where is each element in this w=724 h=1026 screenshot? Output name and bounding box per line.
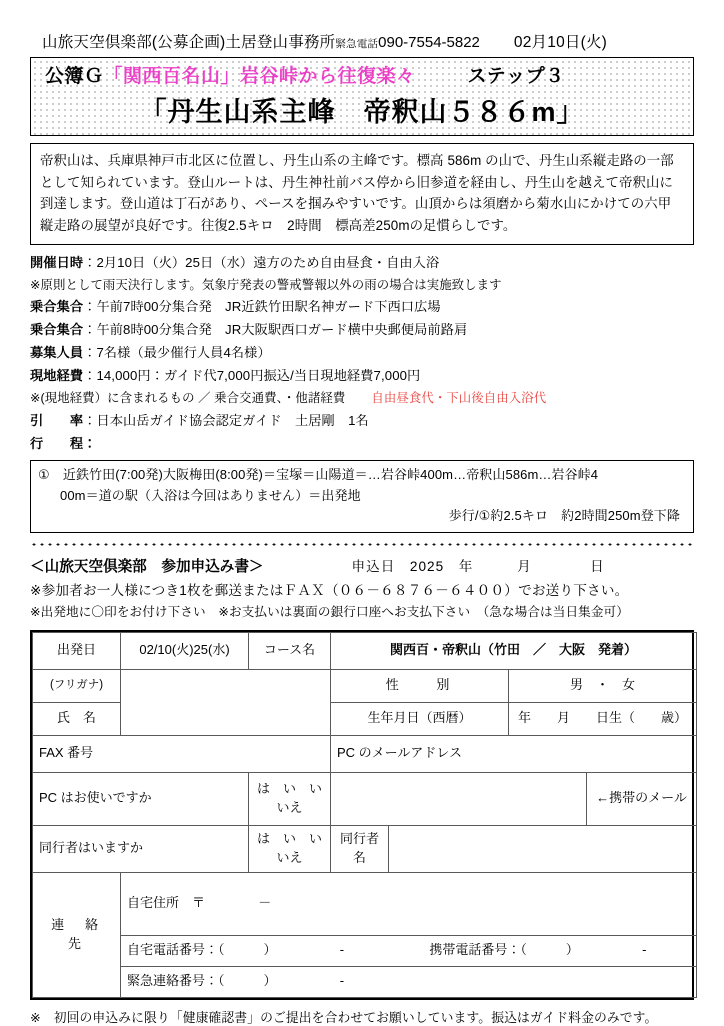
fee-exclusion-note: 自由昼食代・下山後自由入浴代 <box>371 391 547 406</box>
application-date-field: 申込日 2025 年 月 日 <box>351 559 605 575</box>
organization-name: 山旅天空倶楽部(公募企画)土居登山事務所 <box>42 34 336 51</box>
table-row <box>33 825 697 872</box>
table-row <box>33 632 697 669</box>
contact-label: 連 絡 先 <box>33 872 121 997</box>
tour-info-list <box>30 252 694 456</box>
fee-value: ：14,000円：ガイド代7,000円振込/当日現地経費7,000円 <box>83 368 421 384</box>
dotted-cut-line <box>30 542 694 547</box>
application-note-2: ※出発地に〇印をお付け下さい ※お支払いは裏面の銀行口座へお支払下さい （急な場合は当日集金可） <box>30 605 629 620</box>
info-row-route <box>30 433 694 456</box>
info-row-meeting-1 <box>30 296 694 319</box>
application-header <box>30 555 694 624</box>
rain-policy-note: ※原則として雨天決行します。気象庁発表の警戒警報以外の雨の場合は実施致します <box>30 277 502 292</box>
companion-yesno[interactable]: は い いいえ <box>249 825 331 872</box>
title-suffix: 岩谷峠から往復楽々 <box>240 66 416 87</box>
fee-label: 現地経費 <box>30 368 84 384</box>
event-date-label: 開催日時 <box>30 254 84 270</box>
itinerary-box <box>30 460 694 533</box>
footer-note: ※ 初回の申込みに限り「健康確認書」のご提出を合わせてお願いしています。振込はガイド料金のみです。 <box>30 1009 658 1025</box>
home-address-field[interactable] <box>121 872 697 935</box>
gender-value[interactable]: 男 ・ 女 <box>509 669 697 702</box>
application-form-title: ＜山旅天空倶楽部 参加申込み書＞ <box>30 559 264 576</box>
info-row-rain-note <box>30 275 694 297</box>
capacity-value: ：7名様（最少催行人員4名様） <box>83 345 271 361</box>
title-step: ステップ３ <box>467 66 565 87</box>
meeting-2-value: ：午前8時00分集合発 JR大阪駅西口ガード横中央郵便局前路肩 <box>83 322 468 338</box>
description-box <box>30 143 694 245</box>
meeting-1-label: 乗合集合 <box>30 299 84 315</box>
mobile-tel-dash: - <box>642 942 647 958</box>
route-label: 行 程： <box>30 435 97 451</box>
table-row <box>33 935 697 966</box>
application-title-row <box>30 555 694 580</box>
fee-inclusion-note: ※(現地経費）に含まれるもの ／ 乗合交通費、・他諸経費 <box>30 391 346 406</box>
table-row <box>33 669 697 702</box>
birthdate-value[interactable]: 年 月 日生（ 歳） <box>509 702 697 735</box>
companion-question: 同行者はいますか <box>33 825 249 872</box>
itinerary-walking-summary: 歩行/①約2.5キロ 約2時間250m登下降 <box>448 508 680 524</box>
table-row <box>33 735 697 772</box>
fax-number-label[interactable]: FAX 番号 <box>33 735 331 772</box>
table-row <box>33 772 697 825</box>
description-text: 帝釈山は、兵庫県神戸市北区に位置し、丹生山系の主峰です。標高 586m の山で、丹生山系縦走路の一部として知られています。登山ルートは、丹生神社前バス停から旧参道を経由し、丹生山を越えて帝釈山に到達します。登山道は丁石があり、ペースを掴みやすいです。山頂からは須磨から菊水山にかけての六甲縦走路の展望が良好です。往復2.5キロ 2時間 標高差250mの足慣らしです。 <box>40 153 674 234</box>
mail-input-cell[interactable] <box>331 772 587 825</box>
info-row-fee <box>30 365 694 388</box>
home-address-label: 自宅住所 〒 <box>127 895 206 911</box>
info-row-capacity <box>30 342 694 365</box>
address-dash: － <box>258 895 272 911</box>
application-note-1: ※参加者お一人様につき1枚を郵送またはＦＡＸ（０６－６８７６－６４００）でお送り下さい。 <box>30 582 629 598</box>
pc-usage-question: PC はお使いですか <box>33 772 249 825</box>
furigana-label: (フリガナ) <box>33 669 121 702</box>
meeting-1-value: ：午前7時00分集合発 JR近鉄竹田駅名神ガード下西口広場 <box>83 299 441 315</box>
course-name-value: 関西百・帝釈山（竹田 ／ 大阪 発着） <box>331 632 697 669</box>
companion-name-label: 同行者名 <box>331 825 389 872</box>
emergency-tel-label: 緊急連絡番号：（ ） <box>127 973 277 989</box>
capacity-label: 募集人員 <box>30 345 84 361</box>
info-row-date <box>30 252 694 275</box>
table-row <box>33 872 697 935</box>
emergency-phone-label: 緊急電話 <box>335 38 379 50</box>
info-row-guide <box>30 410 694 433</box>
departure-date-value: 02/10(火)25(水) <box>121 632 249 669</box>
document-header <box>30 30 694 52</box>
title-prefix: 公簿Ｇ <box>45 66 104 87</box>
departure-date-label: 出発日 <box>33 632 121 669</box>
gender-label: 性 別 <box>331 669 509 702</box>
info-row-fee-note <box>30 388 694 410</box>
mobile-tel-label: 携帯電話番号：（ ） <box>429 942 579 958</box>
guide-value: ：日本山岳ガイド協会認定ガイド 土居剛 1名 <box>83 412 369 428</box>
title-subline <box>31 61 693 88</box>
title-main: 「丹生山系主峰 帝釈山５８６m」 <box>139 97 585 127</box>
home-tel-dash: - <box>339 942 345 958</box>
companion-name-input[interactable] <box>389 825 697 872</box>
name-label: 氏 名 <box>33 702 121 735</box>
meeting-2-label: 乗合集合 <box>30 322 84 338</box>
guide-label: 引 率 <box>30 412 84 428</box>
itinerary-line-2: 00m＝道の駅（入浴は今回はありません）＝出発地 <box>60 487 361 503</box>
title-banner <box>30 57 694 136</box>
birthdate-label: 生年月日（西暦） <box>331 702 509 735</box>
header-date: 02月10日(火) <box>513 34 608 51</box>
table-row <box>33 966 697 997</box>
itinerary-line-1: ① 近鉄竹田(7:00発)大阪梅田(8:00発)＝宝塚＝山陽道＝…岩谷峠400m…帝釈山586m…岩谷峠4 <box>38 466 599 482</box>
telephone-row[interactable] <box>121 935 697 966</box>
pc-usage-yesno[interactable]: は い いいえ <box>249 772 331 825</box>
pc-mail-label[interactable]: PC のメールアドレス <box>331 735 697 772</box>
emergency-phone-number: 090-7554-5822 <box>378 34 480 51</box>
home-tel-label: 自宅電話番号：（ ） <box>127 942 277 958</box>
emergency-tel-dash: - <box>339 973 345 989</box>
name-input-cell[interactable] <box>121 669 331 735</box>
title-highlight: 「関西百名山」 <box>103 66 241 87</box>
info-row-meeting-2 <box>30 319 694 342</box>
mobile-mail-note: ←携帯のメール <box>587 772 697 825</box>
course-name-label: コース名 <box>249 632 331 669</box>
application-form-table <box>30 630 694 1000</box>
event-date-value: ：2月10日（火）25日（水）遠方のため自由昼食・自由入浴 <box>83 254 440 270</box>
emergency-tel-row[interactable] <box>121 966 697 997</box>
